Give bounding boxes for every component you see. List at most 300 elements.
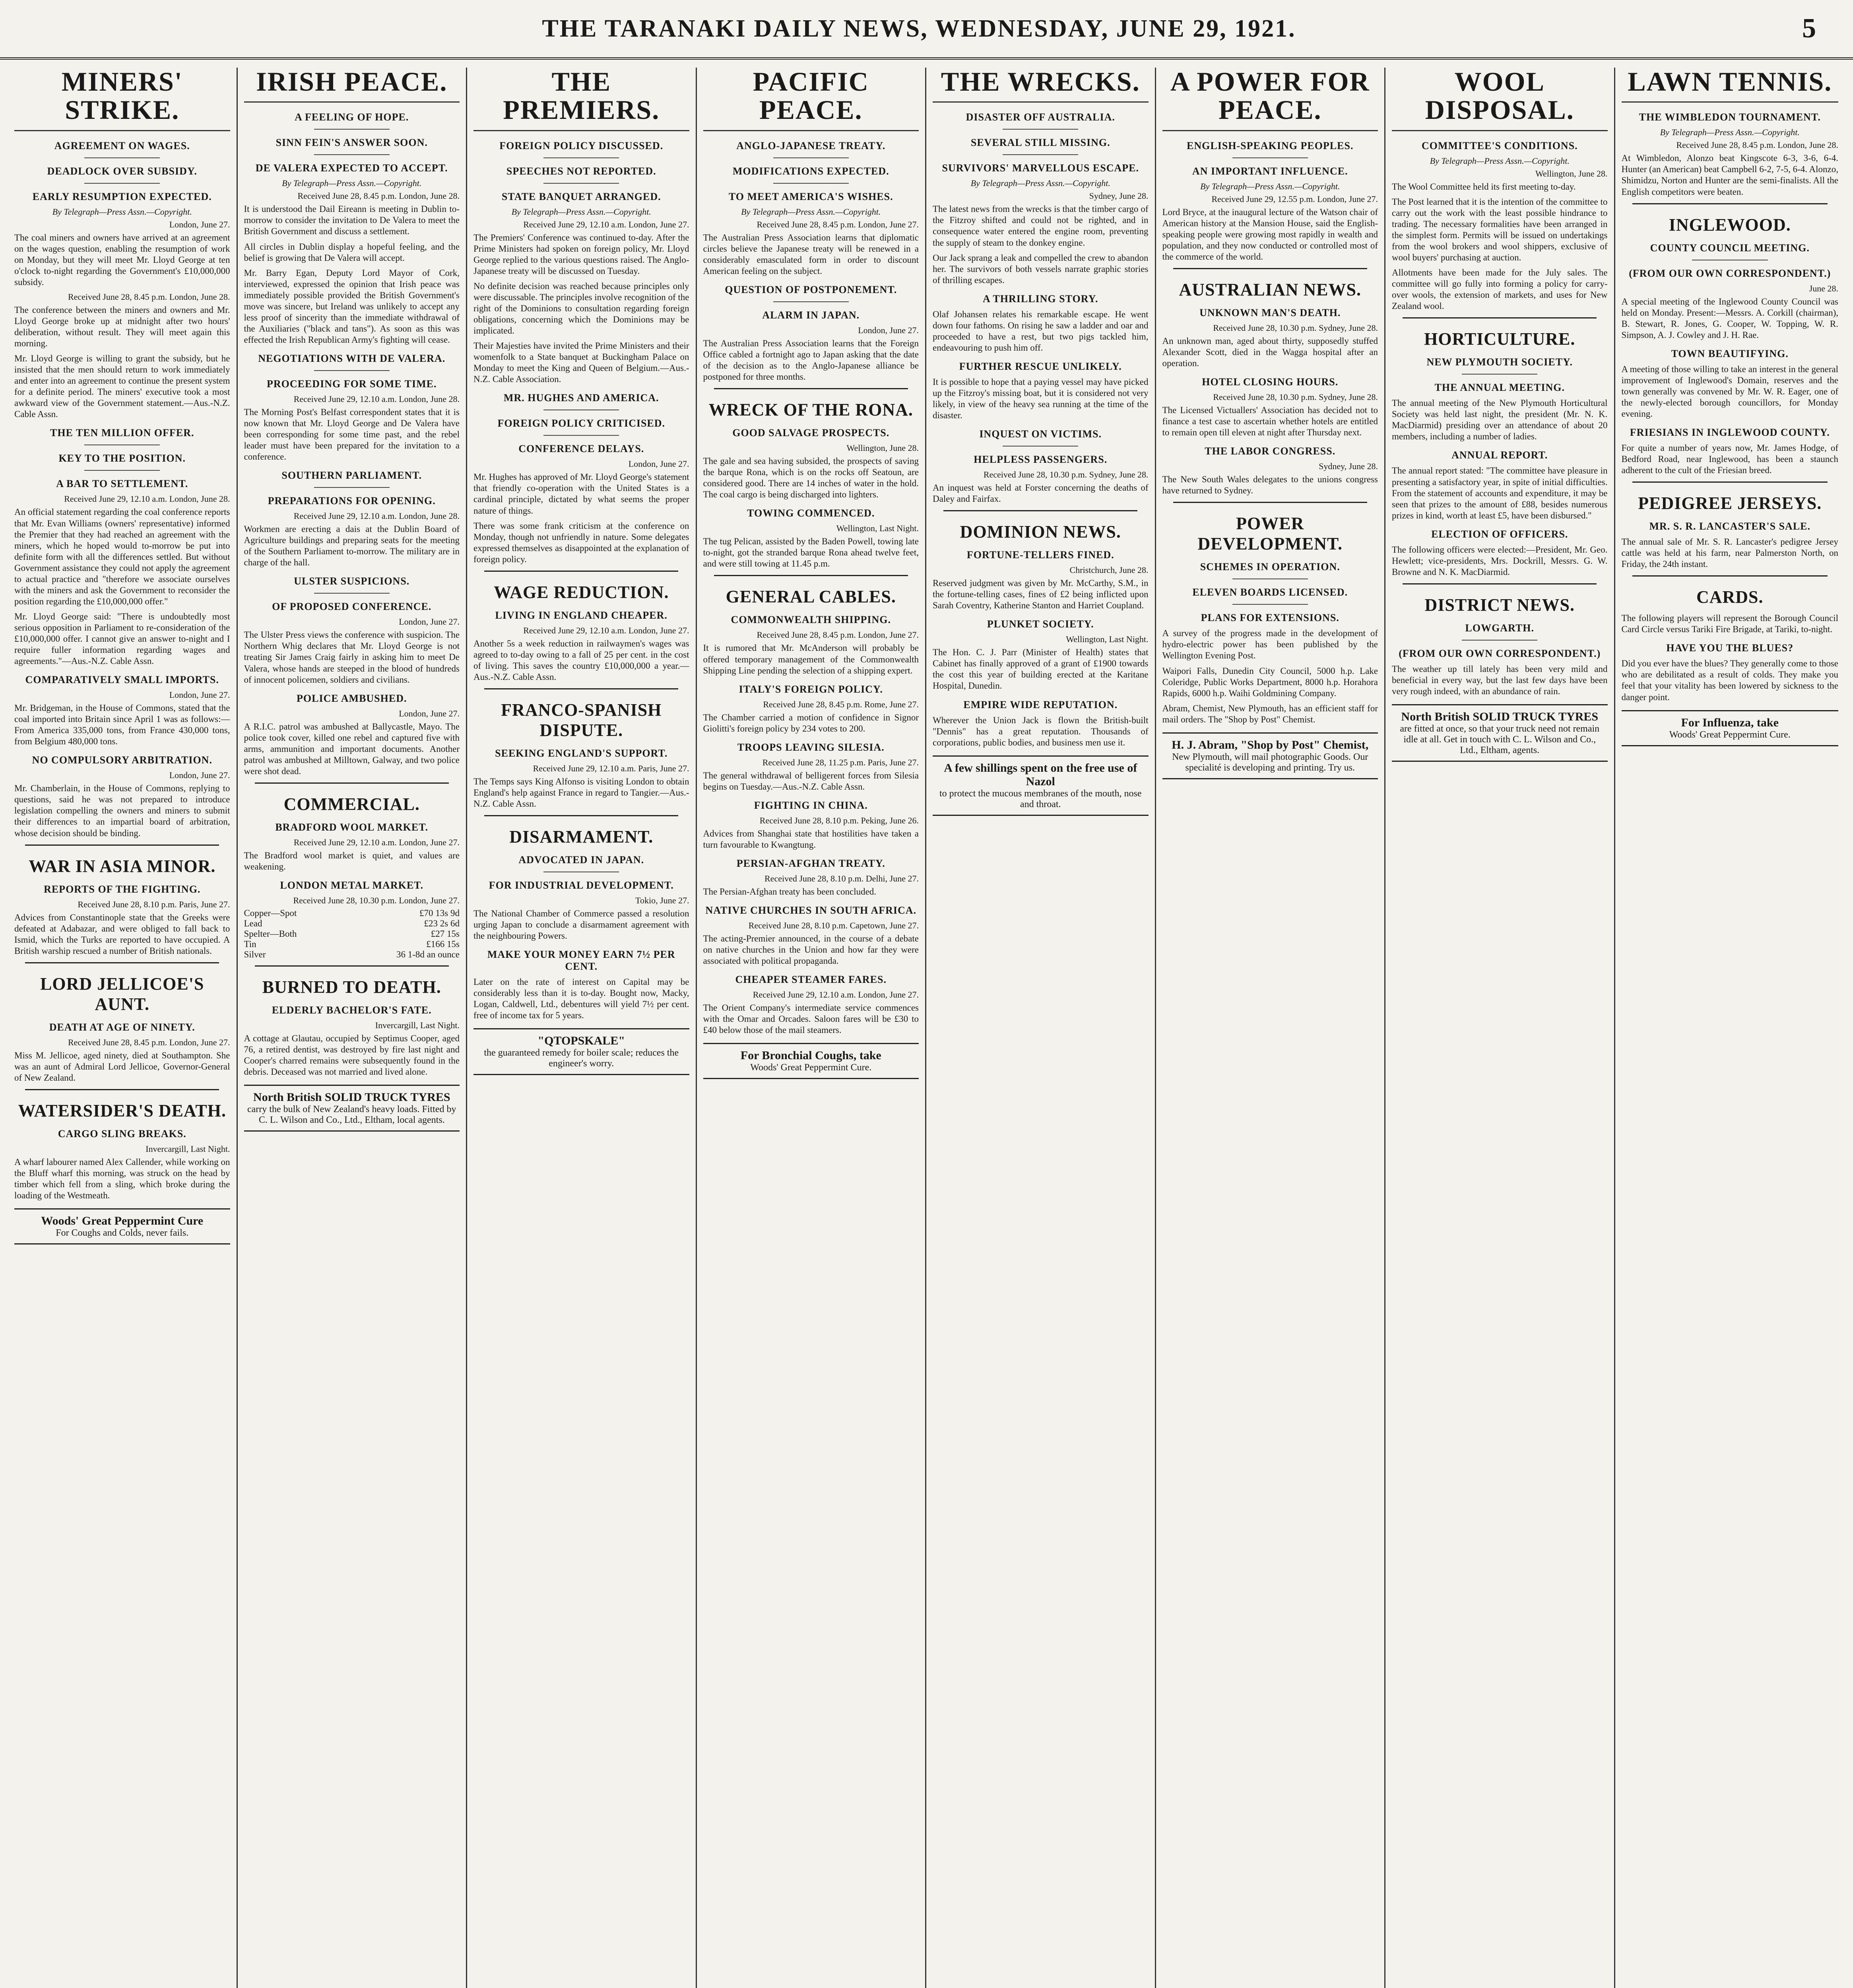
- article-text: Did you ever have the blues? They generally come to those who are debilitated as a result of colds. They make you feel that your vitality has been lowered by sickness to the danger point.: [1621, 658, 1838, 702]
- article-text: Mr. Hughes has approved of Mr. Lloyd George's statement that friendly co-operation with the United States is a cardinal principle, dictated by what seems the proper nature of things.: [473, 472, 689, 516]
- article-heading: MR. HUGHES AND AMERICA.: [503, 392, 659, 404]
- article-text: Lord Bryce, at the inaugural lecture of the Watson chair of American history at the Mansion House, said the English-speaking people were growing most rapidly in wealth and population, and they now conducted or controlled most of the commerce of the world.: [1162, 207, 1378, 262]
- article-block: [14, 353, 230, 420]
- section-headline: WAGE REDUCTION.: [494, 582, 669, 602]
- article-block: [473, 610, 689, 683]
- article-subheading: DE VALERA EXPECTED TO ACCEPT.: [255, 162, 448, 174]
- article-text: The Post learned that it is the intention of the committee to carry out the work with the least possible hindrance to trading. The necessary formalities have been arranged in the simplest form. Permits will be issued on undertakings from the wool brokers and wool shippers, exclusive of wool buyers' purchasing at auction.: [1392, 196, 1608, 263]
- article-subheading: STATE BANQUET ARRANGED.: [501, 190, 661, 202]
- commodity-name: Lead: [244, 918, 262, 928]
- article-text: No definite decision was reached because principles only were discussable. The principles involve recognition of the right of the Dominions to consultation regarding foreign obligations, concerning which the Dominions may be implicated.: [473, 281, 689, 336]
- article-block: [473, 571, 689, 602]
- article-block: [14, 140, 230, 203]
- article-text: The Licensed Victuallers' Association has decided not to finance a test case to ascertain whether hotels are entitled to remain open till eleven at night after Thursday next.: [1162, 405, 1378, 438]
- article-block: [1622, 481, 1839, 513]
- article-subheading: SEVERAL STILL MISSING.: [970, 137, 1110, 149]
- column-headline: WOOL DISPOSAL.: [1392, 68, 1608, 131]
- commodity-price: 36 1-8d an ounce: [396, 949, 460, 959]
- article-heading: CHEAPER STEAMER FARES.: [735, 974, 887, 986]
- heading-divider: [84, 470, 160, 471]
- dateline: Received June 28, 8.10 p.m. Paris, June 27.: [78, 899, 230, 909]
- article-block: [703, 800, 919, 850]
- article-heading: FURTHER RESCUE UNLIKELY.: [959, 360, 1122, 372]
- article-subheading: MODIFICATIONS EXPECTED.: [732, 165, 889, 177]
- advertisement-text: are fitted at once, so that your truck need not remain idle at all. Get in touch with C. L. Wilson and Co., Ltd., Eltham, agents.: [1400, 724, 1600, 755]
- section-headline: PEDIGREE JERSEYS.: [1638, 493, 1822, 513]
- commodity-price: £166 15s: [426, 939, 460, 949]
- article-text: The weather up till lately has been very mild and beneficial in every way, but the last few days have been very rough indeed, with an abundance of rain.: [1392, 664, 1608, 696]
- article-heading: PERSIAN-AFGHAN TREATY.: [736, 857, 885, 869]
- article-block: [933, 618, 1149, 691]
- article-text: A wharf labourer named Alex Callender, while working on the Bluff wharf this morning, was struck on the head by timber which fell from a sling, which broke during the loading of the Westmeath.: [14, 1157, 230, 1201]
- dateline: Received June 28, 8.45 p.m. London, June 28.: [297, 191, 460, 201]
- article-block: [703, 614, 919, 676]
- article-heading: FRIESIANS IN INGLEWOOD COUNTY.: [1630, 427, 1830, 438]
- dateline: Received June 28, 8.10 p.m. Capetown, June 27.: [748, 920, 919, 930]
- article-text: It is rumored that Mr. McAnderson will probably be offered temporary management of the Commonwealth Shipping Line pending the selection of a shipping expert.: [703, 643, 919, 676]
- dateline: London, June 27.: [169, 770, 230, 780]
- section-divider: [1632, 481, 1828, 483]
- article-subheading: DEADLOCK OVER SUBSIDY.: [47, 165, 197, 177]
- article-block: [14, 1089, 230, 1121]
- article-text: The annual report stated: "The committee have pleasure in presenting a satisfactory year, in spite of initial difficulties. From the statement of accounts and expenditure, it may be seen that prizes to the amount of £88, besides numerous prizes in kind, worth at least £5, have been disbursed.": [1392, 466, 1608, 520]
- section-divider: [714, 575, 908, 576]
- article-heading: ELECTION OF OFFICERS.: [1431, 528, 1568, 540]
- article-block: [244, 693, 460, 777]
- article-subheading: PREPARATIONS FOR OPENING.: [268, 495, 436, 507]
- article-text: The following officers were elected:—President, Mr. Geo. Hewlett; vice-presidents, Mrs. Dockrill, Messrs. G. W. Browne and N. K. MacDiarmid.: [1392, 544, 1608, 577]
- dateline: London, June 27.: [399, 708, 460, 718]
- price-row: [244, 918, 460, 929]
- article-block: [14, 611, 230, 667]
- heading-divider: [84, 157, 160, 158]
- news-column: [238, 68, 468, 1988]
- article-block: [703, 858, 919, 897]
- dateline: Sydney, June 28.: [1319, 461, 1378, 472]
- article-text: Mr. Lloyd George is willing to grant the subsidy, but he insisted that the men should return to work immediately and enter into an agreement to continue the present system for a definite period. The miners' executive took a most awkward view of the Government statement.—Aus.-N.Z. Cable Assn.: [14, 353, 230, 419]
- heading-divider: [543, 183, 619, 184]
- dateline: Received June 28, 10.30 p.m. London, June 27.: [293, 895, 460, 905]
- article-block: [1162, 666, 1378, 699]
- section-divider: [1173, 268, 1367, 269]
- article-block: [1392, 449, 1608, 521]
- article-heading: COMMITTEE'S CONDITIONS.: [1421, 140, 1578, 151]
- heading-divider: [773, 301, 849, 302]
- advertisement-text: For Coughs and Colds, never fails.: [56, 1228, 189, 1239]
- section-headline: WRECK OF THE RONA.: [708, 400, 913, 420]
- article-heading: TROOPS LEAVING SILESIA.: [737, 741, 885, 753]
- telegraph-credit: By Telegraph—Press Assn.—Copyright.: [741, 206, 881, 217]
- article-text: A survey of the progress made in the development of hydro-electric power has been published by the Wellington Evening Post.: [1162, 628, 1378, 661]
- article-text: Our Jack sprang a leak and compelled the crew to abandon her. The survivors of both vessels narrate graphic stories of thrilling escapes.: [933, 252, 1149, 285]
- dateline: London, June 27.: [169, 219, 230, 229]
- article-block: [933, 111, 1149, 174]
- dateline: Received June 28, 8.45 p.m. London, June 27.: [757, 219, 919, 229]
- advertisement-title: Woods' Great Peppermint Cure: [41, 1214, 204, 1228]
- telegraph-credit: By Telegraph—Press Assn.—Copyright.: [1660, 127, 1800, 138]
- article-heading: DISASTER OFF AUSTRALIA.: [966, 111, 1115, 123]
- news-column: [926, 68, 1156, 1988]
- article-text: The Temps says King Alfonso is visiting London to obtain England's help against France in regard to Tangier.—Aus.-N.Z. Cable Assn.: [473, 776, 689, 809]
- article-block: [1162, 307, 1378, 369]
- article-block: [473, 854, 689, 942]
- dateline: Received June 28, 8.45 p.m. Rome, June 27.: [763, 699, 919, 709]
- article-block: [703, 683, 919, 734]
- advertisement-title: For Influenza, take: [1681, 716, 1779, 729]
- article-heading: POLICE AMBUSHED.: [297, 692, 407, 704]
- article-text: Advices from Constantinople state that the Greeks were defeated at Adabazar, and were obliged to fall back to Ismid, which the Turks are reported to have occupied. A British warship rescued a number of British nationals.: [14, 912, 230, 956]
- article-text: The acting-Premier announced, in the course of a debate on native churches in the Union and how far they were associated with political propaganda.: [703, 933, 919, 966]
- news-column: [8, 68, 238, 1988]
- article-text: The tug Pelican, assisted by the Baden Powell, towing late to-night, got the stranded barque Rona ahead twelve feet, and were still towing at 11.45 p.m.: [703, 536, 919, 569]
- article-text: Miss M. Jellicoe, aged ninety, died at Southampton. She was an aunt of Admiral Lord Jellicoe, Governor-General of New Zealand.: [14, 1050, 230, 1083]
- article-heading: TOWN BEAUTIFYING.: [1671, 348, 1789, 359]
- section-divider: [1632, 203, 1828, 204]
- article-block: [14, 845, 230, 876]
- article-heading: A THRILLING STORY.: [983, 293, 1098, 305]
- section-divider: [255, 965, 449, 967]
- article-heading: SCHEMES IN OPERATION.: [1200, 561, 1340, 573]
- article-heading: COMPARATIVELY SMALL IMPORTS.: [25, 674, 219, 686]
- article-text: The conference between the miners and owners and Mr. Lloyd George broke up at midnight after two hours' deliberation, without result. They will meet again this morning.: [14, 305, 230, 349]
- article-block: [244, 782, 460, 814]
- article-block: [14, 207, 230, 288]
- section-headline: WAR IN ASIA MINOR.: [29, 856, 216, 876]
- article-subheading: ELEVEN BOARDS LICENSED.: [1192, 586, 1348, 598]
- article-heading: LIVING IN ENGLAND CHEAPER.: [495, 609, 667, 621]
- commodity-name: Spelter—Both: [244, 928, 297, 939]
- heading-divider: [314, 154, 390, 155]
- article-text: Reserved judgment was given by Mr. McCarthy, S.M., in the fortune-telling cases, fines of £2 being inflicted upon Sarah Coventry, Katherine Stanton and Harriet Coupland.: [933, 578, 1149, 611]
- article-text: Advices from Shanghai state that hostilities have taken a turn favourable to Kwangtung.: [703, 828, 919, 850]
- article-block: [473, 340, 689, 385]
- masthead: [0, 0, 1853, 60]
- commodity-name: Tin: [244, 939, 256, 949]
- article-block: [933, 510, 1149, 542]
- commodity-name: Silver: [244, 949, 266, 959]
- article-text: The latest news from the wrecks is that the timber cargo of the Fitzroy shifted and could not be righted, and in consequence water entered the engine room, preventing the supply of steam to the donkey engine.: [933, 204, 1149, 248]
- dateline: London, June 27.: [399, 617, 460, 627]
- section-headline: LORD JELLICOE'S AUNT.: [40, 974, 204, 1014]
- article-block: [1622, 613, 1839, 635]
- dateline: Received June 28, 11.25 p.m. Paris, June 27.: [762, 757, 919, 767]
- article-text: A meeting of those willing to take an interest in the general improvement of Inglewood's Domain, reserves and the town generally was convened by Mr. W. R. Eager, one of the newly-elected borough councillors, for Monday evening.: [1621, 364, 1838, 419]
- article-block: [1622, 642, 1839, 703]
- dateline: Received June 29, 12.55 p.m. London, June 27.: [1211, 194, 1378, 204]
- section-divider: [1403, 317, 1597, 318]
- article-text: The New South Wales delegates to the unions congress have returned to Sydney.: [1162, 474, 1378, 496]
- advertisement-text: carry the bulk of New Zealand's heavy loads. Fitted by C. L. Wilson and Co., Ltd., Eltham, local agents.: [247, 1104, 456, 1126]
- article-text: Mr. Lloyd George said: "There is undoubtedly most serious opposition in Parliament to re-consideration of the £10,000,000 offer. I cannot give an answer to-night and I require fuller information regarding wages and agreements."—Aus.-N.Z. Cable Assn.: [14, 611, 230, 666]
- news-column: [1615, 68, 1845, 1988]
- section-headline: CARDS.: [1696, 587, 1764, 607]
- advertisement: [14, 1208, 230, 1244]
- article-heading: FIGHTING IN CHINA.: [754, 799, 868, 811]
- dateline: London, June 27.: [858, 325, 919, 335]
- article-block: [1392, 156, 1608, 192]
- article-text: It is possible to hope that a paying vessel may have picked up the Fitzroy's missing boat, but it is considered not very likely, in view of the heavy sea running at the time of the disaster.: [933, 377, 1149, 421]
- article-block: [933, 699, 1149, 748]
- article-text: The gale and sea having subsided, the prospects of saving the barque Rona, which is on the rocks off Seatoun, are considered good. There are 14 inches of water in the hold. The coal cargo is being discharged into lighters.: [703, 456, 919, 500]
- section-headline: DISTRICT NEWS.: [1424, 595, 1575, 615]
- article-text: The Wool Committee held its first meeting to-day.: [1392, 181, 1576, 192]
- section-divider: [1632, 575, 1828, 577]
- news-column: [697, 68, 927, 1988]
- article-block: [244, 470, 460, 568]
- section-divider: [1173, 502, 1367, 503]
- article-block: [473, 520, 689, 565]
- article-text: The Australian Press Association learns that the Foreign Office cabled a fortnight ago to Japan asking that the date of the decision as to the Anglo-Japanese alliance be postponed for three months.: [703, 338, 919, 382]
- article-block: [244, 1004, 460, 1077]
- article-block: [703, 140, 919, 203]
- column-headline: MINERS' STRIKE.: [14, 68, 230, 131]
- price-row: [244, 929, 460, 939]
- article-block: [703, 207, 919, 277]
- dateline: Received June 29, 12.10 a.m. Paris, June 27.: [533, 763, 689, 773]
- article-block: [1622, 111, 1839, 123]
- article-subheading: SPEECHES NOT REPORTED.: [506, 165, 656, 177]
- article-heading: ITALY'S FOREIGN POLICY.: [739, 683, 883, 695]
- article-heading: ANGLO-JAPANESE TREATY.: [736, 140, 886, 151]
- article-text: Wherever the Union Jack is flown the British-built "Dennis" has a great reputation. Thousands of corporations, public bodies, and business men use it.: [933, 715, 1149, 747]
- section-headline: FRANCO-SPANISH DISPUTE.: [501, 700, 662, 740]
- heading-divider: [314, 593, 390, 594]
- dateline: Received June 28, 10.30 p.m. Sydney, June 28.: [1213, 323, 1378, 333]
- section-headline: INGLEWOOD.: [1669, 215, 1791, 235]
- article-text: All circles in Dublin display a hopeful feeling, and the belief is growing that De Valera will accept.: [244, 241, 460, 263]
- article-block: [14, 292, 230, 349]
- article-block: [1162, 268, 1378, 300]
- article-block: [1162, 502, 1378, 554]
- article-text: Olaf Johansen relates his remarkable escape. He went down four fathoms. On rising he saw a ladder and oar and proceeded to have a rest, but two pigs tackled him, endeavouring to push him off.: [933, 309, 1149, 353]
- newspaper-columns: [8, 68, 1845, 1988]
- heading-divider: [1232, 157, 1308, 158]
- price-row: [244, 939, 460, 949]
- advertisement: [933, 755, 1149, 816]
- dateline: London, June 27.: [628, 459, 689, 469]
- section-headline: AUSTRALIAN NEWS.: [1179, 280, 1362, 300]
- article-block: [14, 494, 230, 607]
- article-block: [703, 742, 919, 792]
- article-block: [1622, 427, 1839, 476]
- section-divider: [484, 571, 678, 572]
- article-subheading: EARLY RESUMPTION EXPECTED.: [32, 190, 212, 202]
- article-text: At Wimbledon, Alonzo beat Kingscote 6-3, 3-6, 6-4. Hunter (an American) beat Campbell 6-2, 7-5, 6-4. Alonzo, Shimidzu, Norton and Hunter are the semi-finalists. All the English competitors were beaten.: [1621, 153, 1838, 197]
- article-heading: AGREEMENT ON WAGES.: [54, 140, 190, 151]
- dateline: Received June 28, 8.10 p.m. Delhi, June 27.: [764, 873, 919, 883]
- section-divider: [1403, 583, 1597, 584]
- article-text: The annual meeting of the New Plymouth Horticultural Society was held last night, the president (Mr. N. K. MacDiarmid) presiding over an attendance of about 20 members, including a number of ladies.: [1392, 398, 1608, 442]
- article-text: The Australian Press Association learns that diplomatic circles believe the Japanese treaty will be renewed in a considerably emasculated form in order to discount American feeling on the subject.: [703, 232, 919, 276]
- article-block: [1392, 140, 1608, 152]
- article-block: [1392, 356, 1608, 442]
- section-divider: [714, 388, 908, 389]
- dateline: Received June 28, 10.30 p.m. Sydney, June 28.: [1213, 392, 1378, 402]
- article-heading: INQUEST ON VICTIMS.: [979, 428, 1102, 440]
- section-divider: [25, 962, 219, 963]
- advertisement-text: the guaranteed remedy for boiler scale; reduces the engineer's worry.: [484, 1048, 679, 1069]
- article-heading: MR. S. R. LANCASTER'S SALE.: [1649, 520, 1811, 532]
- dateline: Received June 28, 10.30 p.m. Sydney, June 28.: [983, 470, 1149, 480]
- article-subheading: KEY TO THE POSITION.: [58, 452, 186, 464]
- article-text: Mr. Barry Egan, Deputy Lord Mayor of Cork, interviewed, expressed the opinion that Irish peace was immediately possible provided the British Government's move was sincere, but Ireland was unlikely to accept any less proof of sincerity than the immediate withdrawal of the Auxiliaries ("black and tans"). As soon as this was effected the Irish Republican Army's fighting will cease.: [244, 268, 460, 345]
- commodity-price: £23 2s 6d: [424, 918, 460, 928]
- section-divider: [25, 845, 219, 846]
- article-heading: THE TEN MILLION OFFER.: [50, 427, 194, 439]
- article-block: [473, 949, 689, 1021]
- article-subheading: A BAR TO SETTLEMENT.: [56, 478, 188, 490]
- article-block: [244, 111, 460, 174]
- dateline: Wellington, June 28.: [1535, 168, 1608, 179]
- article-block: [703, 388, 919, 420]
- article-block: [703, 507, 919, 569]
- dateline: Received June 28, 8.45 p.m. London, June 28.: [68, 292, 230, 302]
- column-headline: A POWER FOR PEACE.: [1162, 68, 1378, 131]
- article-heading: NEW PLYMOUTH SOCIETY.: [1426, 356, 1573, 368]
- article-block: [14, 883, 230, 957]
- article-block: [14, 754, 230, 839]
- article-subheading: AN IMPORTANT INFLUENCE.: [1192, 165, 1348, 177]
- heading-divider: [773, 157, 849, 158]
- article-block: [473, 815, 689, 847]
- section-divider: [255, 782, 449, 784]
- article-block: [473, 207, 689, 277]
- article-heading: LOWGARTH.: [1465, 622, 1534, 634]
- article-block: [1392, 583, 1608, 615]
- article-text: An unknown man, aged about thirty, supposedly stuffed Alexander Scott, died in the Wagga hospital after an operation.: [1162, 336, 1378, 369]
- article-block: [1162, 703, 1378, 725]
- section-divider: [484, 815, 678, 816]
- dateline: Wellington, Last Night.: [1066, 634, 1149, 645]
- dateline: Sydney, June 28.: [1089, 191, 1149, 201]
- article-block: [1622, 127, 1839, 197]
- article-subheading: SINN FEIN'S ANSWER SOON.: [276, 137, 428, 149]
- article-heading: UNKNOWN MAN'S DEATH.: [1199, 307, 1341, 319]
- heading-divider: [84, 183, 160, 184]
- article-heading: ANNUAL REPORT.: [1451, 449, 1548, 461]
- article-text: Mr. Chamberlain, in the House of Commons, replying to questions, said he was not prepared to introduce legislation compelling the owners and miners to submit their differences to an impartial board of arbitration, whose decision should be binding.: [14, 783, 230, 838]
- heading-divider: [314, 129, 390, 130]
- dateline: Christchurch, June 28.: [1069, 565, 1149, 575]
- article-block: [933, 178, 1149, 248]
- advertisement: [1622, 710, 1839, 746]
- advertisement-title: "QTOPSKALE": [537, 1034, 625, 1048]
- commodity-price: £27 15s: [431, 928, 460, 939]
- article-text: A cottage at Glautau, occupied by Septimus Cooper, aged 76, a retired dentist, was destroyed by fire last night and Cooper's charred remains were subsequently found in the debris. Deceased was not married and lived alone.: [244, 1033, 460, 1077]
- column-headline: THE WRECKS.: [933, 68, 1149, 103]
- article-text: An inquest was held at Forster concerning the deaths of Daley and Fairfax.: [933, 483, 1149, 504]
- article-heading: THE WIMBLEDON TOURNAMENT.: [1639, 111, 1821, 123]
- dateline: Wellington, June 28.: [846, 443, 919, 453]
- article-text: The Ulster Press views the conference with suspicion. The Northern Whig declares that Mr. Lloyd George is not treating Sir James Craig fairly in asking him to meet De Valera, whose hands are steeped in the blood of hundreds of innocent policemen, soldiers and civilians.: [244, 630, 460, 685]
- price-row: [244, 949, 460, 960]
- dateline: Received June 29, 12.10 a.m. London, June 28.: [64, 494, 230, 504]
- article-heading: LONDON METAL MARKET.: [280, 879, 424, 891]
- telegraph-credit: By Telegraph—Press Assn.—Copyright.: [970, 178, 1110, 188]
- news-column: [467, 68, 697, 1988]
- article-block: [703, 905, 919, 967]
- article-block: [473, 392, 689, 516]
- article-subheading: PLANS FOR EXTENSIONS.: [1201, 612, 1339, 624]
- article-block: [1392, 196, 1608, 263]
- article-block: [1392, 528, 1608, 578]
- section-headline: HORTICULTURE.: [1424, 329, 1576, 349]
- dateline: Received June 28, 8.45 p.m. London, June 27.: [757, 630, 919, 640]
- dateline: London, June 27.: [169, 690, 230, 700]
- article-block: [1622, 520, 1839, 570]
- article-block: [14, 1128, 230, 1201]
- article-text: The coal miners and owners have arrived at an agreement on the wages question, enabling the resumption of work on Monday, but they will meet Mr. Lloyd George at ten o'clock to-night regarding the Government's £10,000,000 subsidy.: [14, 232, 230, 287]
- article-heading: PLUNKET SOCIETY.: [987, 618, 1094, 630]
- article-block: [703, 974, 919, 1036]
- advertisement-title: A few shillings spent on the free use of Nazol: [944, 761, 1137, 788]
- article-block: [244, 821, 460, 872]
- article-subheading: (FROM OUR OWN CORRESPONDENT.): [1399, 647, 1601, 659]
- section-divider: [484, 688, 678, 689]
- column-headline: LAWN TENNIS.: [1622, 68, 1839, 103]
- telegraph-credit: By Telegraph—Press Assn.—Copyright.: [1200, 181, 1340, 191]
- advertisement-title: For Bronchial Coughs, take: [740, 1049, 881, 1062]
- dateline: Received June 29, 12.10 a.m. London, June 27.: [293, 837, 460, 847]
- article-heading: NO COMPULSORY ARBITRATION.: [32, 754, 212, 766]
- article-text: Allotments have been made for the July sales. The committee will go fully into forming a policy for carry-over wools, the extension of markets, and uses for New Zealand wool.: [1392, 268, 1608, 311]
- article-block: [244, 965, 460, 997]
- article-block: [933, 293, 1149, 353]
- article-block: [244, 353, 460, 462]
- section-divider: [943, 510, 1137, 511]
- article-text: It is understood the Dail Eireann is meeting in Dublin to-morrow to consider the invitation to De Valera to meet the British Government and discuss a settlement.: [244, 204, 460, 237]
- advertisement: [1392, 704, 1608, 762]
- article-text: A R.I.C. patrol was ambushed at Ballycastle, Mayo. The police took cover, killed one rebel and captured five with arms, ammunition and important documents. Another patrol was ambushed at Milltown, Galway, and two police were shot dead.: [244, 721, 460, 776]
- article-block: [244, 879, 460, 960]
- heading-divider: [1462, 640, 1537, 641]
- dateline: Tokio, June 27.: [635, 895, 689, 906]
- section-headline: DOMINION NEWS.: [960, 522, 1121, 542]
- advertisement-text: Woods' Great Peppermint Cure.: [1669, 729, 1791, 740]
- section-headline: POWER DEVELOPMENT.: [1197, 514, 1343, 554]
- article-heading: FORTUNE-TELLERS FINED.: [966, 549, 1114, 561]
- article-subheading: FOR INDUSTRIAL DEVELOPMENT.: [489, 879, 674, 891]
- article-block: [933, 549, 1149, 611]
- heading-divider: [1003, 154, 1078, 155]
- advertisement-text: Woods' Great Peppermint Cure.: [750, 1062, 872, 1073]
- dateline: June 28.: [1809, 283, 1838, 293]
- article-subheading: TO MEET AMERICA'S WISHES.: [728, 190, 893, 202]
- article-subheading: THE ANNUAL MEETING.: [1434, 382, 1565, 394]
- article-block: [14, 962, 230, 1014]
- section-headline: GENERAL CABLES.: [726, 587, 896, 607]
- telegraph-credit: By Telegraph—Press Assn.—Copyright.: [511, 206, 651, 217]
- article-block: [1392, 267, 1608, 312]
- article-subheading: FOREIGN POLICY CRITICISED.: [497, 417, 666, 429]
- newspaper-title: THE TARANAKI DAILY NEWS, WEDNESDAY, JUNE 29, 1921.: [542, 15, 1296, 42]
- advertisement-title: North British SOLID TRUCK TYRES: [1401, 710, 1599, 723]
- article-heading: FOREIGN POLICY DISCUSSED.: [499, 140, 664, 151]
- article-heading: TOWING COMMENCED.: [747, 507, 875, 519]
- article-text: The Hon. C. J. Parr (Minister of Health) states that Cabinet has finally approved of a grant of £1900 towards the cost this year of building erected at the Karitane Hospital, Dunedin.: [933, 647, 1149, 691]
- article-heading: COMMONWEALTH SHIPPING.: [731, 614, 891, 626]
- article-heading: BRADFORD WOOL MARKET.: [275, 821, 429, 833]
- article-block: [1162, 181, 1378, 262]
- article-subheading: HELPLESS PASSENGERS.: [974, 454, 1108, 466]
- article-heading: SEEKING ENGLAND'S SUPPORT.: [495, 747, 668, 759]
- article-text: The general withdrawal of belligerent forces from Silesia begins on Tuesday.—Aus.-N.Z. Cable Assn.: [703, 770, 919, 792]
- article-block: [703, 284, 919, 382]
- heading-divider: [1003, 129, 1078, 130]
- article-text: The Persian-Afghan treaty has been concluded.: [703, 886, 877, 897]
- section-divider: [25, 1089, 219, 1090]
- article-heading: DEATH AT AGE OF NINETY.: [49, 1021, 195, 1033]
